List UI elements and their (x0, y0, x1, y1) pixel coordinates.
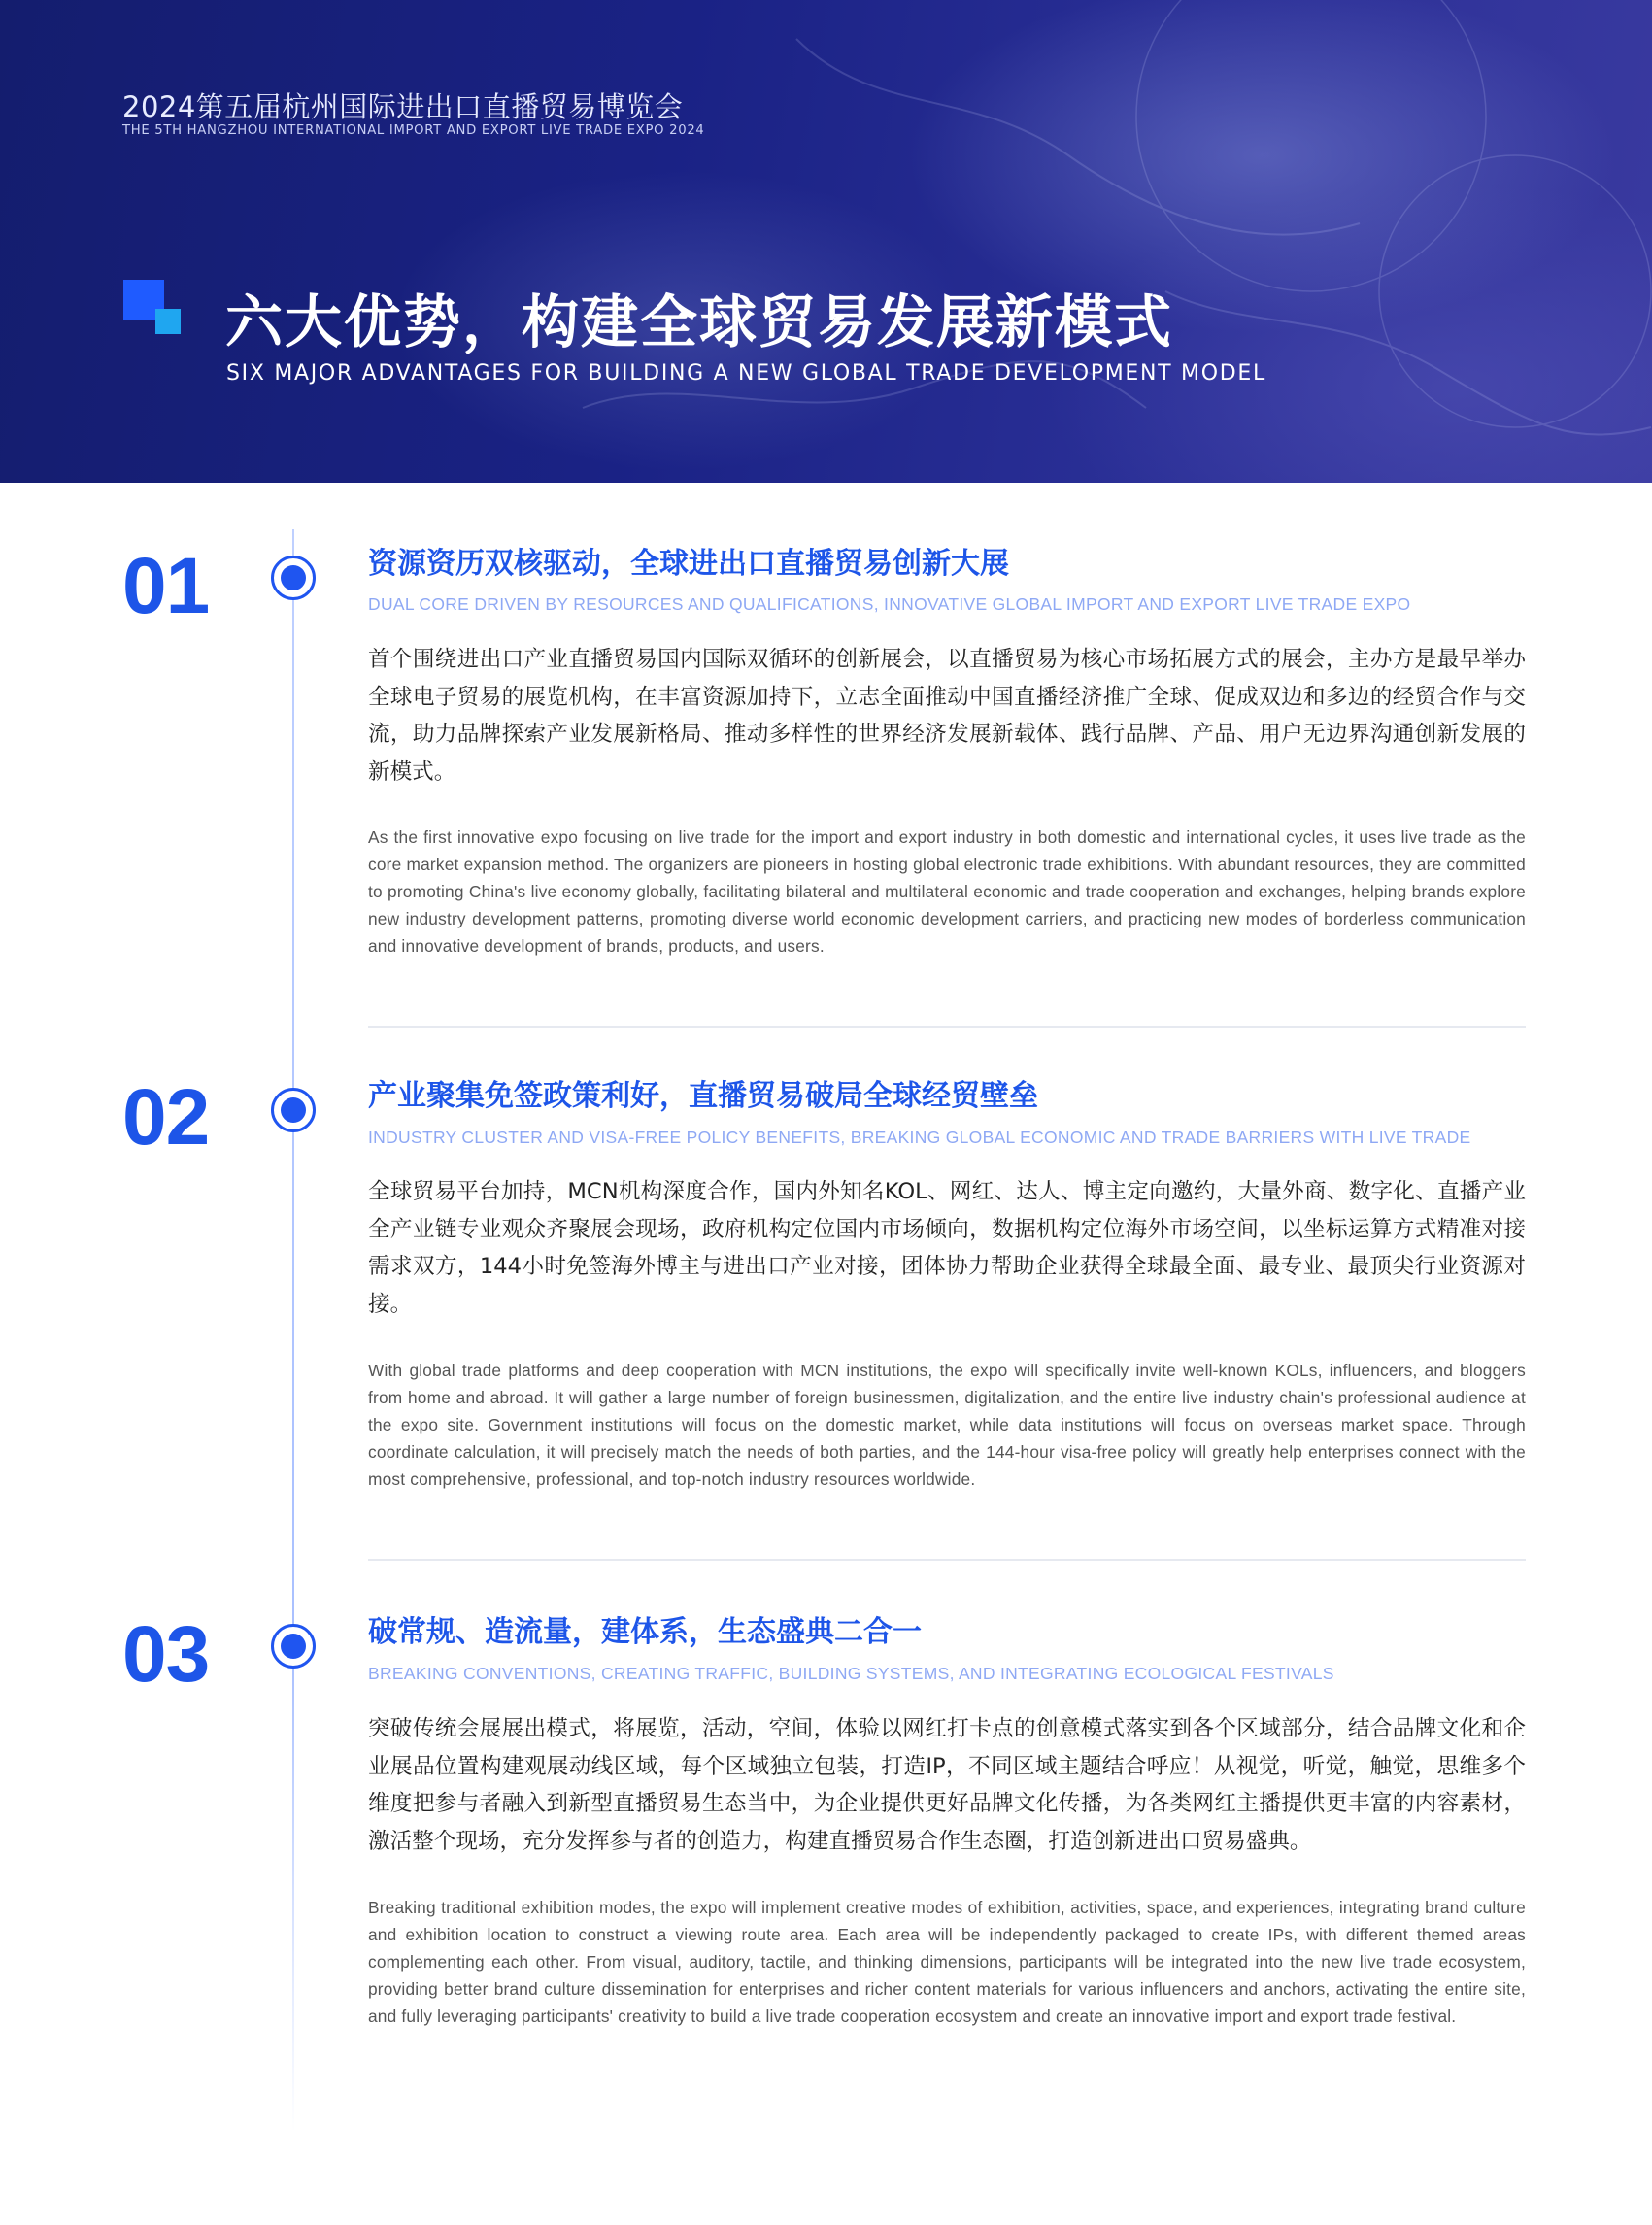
heading-square-accent-icon (155, 309, 181, 334)
section-title: 资源资历双核驱动，全球进出口直播贸易创新大展 (368, 547, 1009, 581)
section-title: 产业聚集免签政策利好，直播贸易破局全球经贸壁垒 (368, 1079, 1038, 1113)
section-body-en: Breaking traditional exhibition modes, the expo will implement creative modes of exhibition, activities, space, and experiences, integrating brand culture and exhibition location to construct a viewing route area. Each area will be independently packaged to create IPs, with different themed areas complementing each other. From visual, auditory, tactile, and thinking dimensions, participants will be integrated into the new live trade ecosystem, providing better brand culture dissemination for enterprises and richer content materials for various influencers and anchors, activating the entire site, and fully leveraging participants' creativity to build a live trade cooperation ecosystem and create an innovative import and export trade festival. (368, 1898, 1526, 2026)
section-subtitle: DUAL CORE DRIVEN BY RESOURCES AND QUALIFICATIONS, INNOVATIVE GLOBAL IMPORT AND EXPORT LIVE TRADE EXPO (368, 594, 1411, 614)
section-title: 破常规、造流量，建体系，生态盛典二合一 (368, 1615, 922, 1649)
section-body-zh: 首个围绕进出口产业直播贸易国内国际双循环的创新展会，以直播贸易为核心市场拓展方式的展会，主办方是最早举办全球电子贸易的展览机构，在丰富资源加持下，立志全面推动中国直播经济推广全球、促成双边和多边的经贸合作与交流，助力品牌探索产业发展新格局、推动多样性的世界经济发展新载体、践行品牌、产品、用户无边界沟通创新发展的新模式。 (368, 647, 1526, 785)
timeline-dot-icon (271, 556, 316, 600)
section-number: 03 (122, 1610, 210, 1699)
timeline-dot-icon (271, 1088, 316, 1132)
section-number: 02 (122, 1073, 210, 1162)
page-title: 六大优势，构建全球贸易发展新模式 (225, 288, 1174, 355)
timeline-line (292, 529, 294, 2132)
map-texture-lines (0, 0, 1652, 483)
page-subtitle: SIX MAJOR ADVANTAGES FOR BUILDING A NEW GLOBAL TRADE DEVELOPMENT MODEL (226, 361, 1266, 386)
section-divider (368, 1026, 1526, 1028)
section-subtitle: INDUSTRY CLUSTER AND VISA-FREE POLICY BENEFITS, BREAKING GLOBAL ECONOMIC AND TRADE BARRIERS WITH LIVE TRADE (368, 1128, 1471, 1147)
event-title: 2024第五届杭州国际进出口直播贸易博览会 (122, 90, 684, 123)
section-body-en: With global trade platforms and deep cooperation with MCN institutions, the expo will specifically invite well-known KOLs, influencers, and bloggers from home and abroad. It will gather a large number of foreign businessmen, digitalization, and the entire live industry chain's professional audience at the expo site. Government institutions will focus on the domestic market, while data institutions will focus on overseas market space. Through coordinate calculation, it will precisely match the needs of both parties, and the 144-hour visa-free policy will greatly help enterprises connect with the most comprehensive, professional, and top-notch industry resources worldwide. (368, 1361, 1526, 1489)
section-subtitle: BREAKING CONVENTIONS, CREATING TRAFFIC, BUILDING SYSTEMS, AND INTEGRATING ECOLOGICAL FESTIVALS (368, 1664, 1334, 1683)
header-banner (0, 0, 1652, 483)
section-number: 01 (122, 542, 210, 630)
section-body-zh: 突破传统会展展出模式，将展览，活动，空间，体验以网红打卡点的创意模式落实到各个区域部分，结合品牌文化和企业展品位置构建观展动线区域，每个区域独立包装，打造IP，不同区域主题结合呼应！从视觉，听觉，触觉，思维多个维度把参与者融入到新型直播贸易生态当中，为企业提供更好品牌文化传播，为各类网红主播提供更丰富的内容素材，激活整个现场，充分发挥参与者的创造力，构建直播贸易合作生态圈，打造创新进出口贸易盛典。 (368, 1716, 1526, 1854)
section-body-zh: 全球贸易平台加持，MCN机构深度合作，国内外知名KOL、网红、达人、博主定向邀约，大量外商、数字化、直播产业全产业链专业观众齐聚展会现场，政府机构定位国内市场倾向，数据机构定位海外市场空间，以坐标运算方式精准对接需求双方，144小时免签海外博主与进出口产业对接，团体协力帮助企业获得全球最全面、最专业、最顶尖行业资源对接。 (368, 1179, 1526, 1317)
section-body-en: As the first innovative expo focusing on live trade for the import and export industry in both domestic and international cycles, it uses live trade as the core market expansion method. The organizers are pioneers in hosting global electronic trade exhibitions. With abundant resources, they are committed to promoting China's live economy globally, facilitating bilateral and multilateral economic and trade cooperation and exchanges, helping brands explore new industry development patterns, promoting diverse world economic development carriers, and practicing new modes of borderless communication and innovative development of brands, products, and users. (368, 827, 1526, 956)
event-subtitle: THE 5TH HANGZHOU INTERNATIONAL IMPORT AND EXPORT LIVE TRADE EXPO 2024 (122, 123, 705, 138)
section-divider (368, 1559, 1526, 1561)
timeline-dot-icon (271, 1624, 316, 1669)
